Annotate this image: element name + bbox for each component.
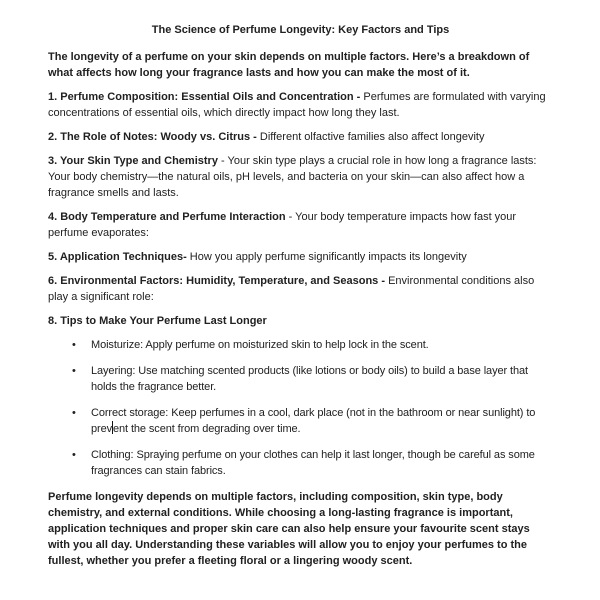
- section-heading[interactable]: 6. Environmental Factors: Humidity, Temperature, and Seasons -: [48, 275, 389, 287]
- section-paragraph[interactable]: [48, 249, 553, 265]
- section-paragraph[interactable]: [48, 129, 553, 145]
- tip-text-before-caret[interactable]: Correct storage: Keep perfumes in a cool, dark place (not in the bathroom or near sunlight) to prev: [91, 407, 536, 435]
- section-heading[interactable]: 8. Tips to Make Your Perfume Last Longer: [48, 315, 267, 327]
- section-body-text[interactable]: Environmental conditions also play a significant role:: [48, 275, 535, 303]
- section-paragraph[interactable]: [48, 153, 553, 201]
- section-paragraph[interactable]: [48, 273, 553, 305]
- section-body-text[interactable]: - Your skin type plays a crucial role in how long a fragrance lasts: Your body chemistry—the natural oils, pH levels, and bacteria on your skin—can also affect how a fragrance smells and lasts.: [48, 155, 537, 199]
- tip-list-item[interactable]: [72, 405, 553, 437]
- section-paragraph[interactable]: [48, 313, 553, 329]
- section-paragraph[interactable]: [48, 209, 553, 241]
- bullet-icon: •: [72, 365, 76, 377]
- document-title[interactable]: The Science of Perfume Longevity: Key Factors and Tips: [151, 24, 450, 36]
- conclusion-paragraph[interactable]: Perfume longevity depends on multiple factors, including composition, skin type, body chemistry, and external conditions. While choosing a long-lasting fragrance is important, application techniques and proper skin care can also help ensure your favourite scent stays with you all day. Understanding these variables will allow you to enjoy your perfumes to the fullest, whether you prefer a fleeting floral or a lingering woody scent.: [48, 491, 530, 567]
- section-heading[interactable]: 3. Your Skin Type and Chemistry: [48, 155, 218, 167]
- section-body-text[interactable]: Perfumes are formulated with varying concentrations of essential oils, which directly impact how long they last.: [48, 91, 546, 119]
- tip-list-item[interactable]: [72, 447, 553, 479]
- intro-paragraph[interactable]: The longevity of a perfume on your skin depends on multiple factors. Here’s a breakdown of what affects how long your fragrance lasts and how you can make the most of it.: [48, 51, 530, 79]
- tip-list-item[interactable]: [72, 337, 553, 353]
- section-body-text[interactable]: Different olfactive families also affect longevity: [259, 131, 485, 143]
- bullet-icon: •: [72, 449, 76, 461]
- bullet-icon: •: [72, 407, 76, 419]
- section-heading[interactable]: 1. Perfume Composition: Essential Oils and Concentration -: [48, 91, 364, 103]
- section-heading[interactable]: 4. Body Temperature and Perfume Interaction: [48, 211, 286, 223]
- section-paragraph[interactable]: [48, 89, 553, 121]
- section-body-text[interactable]: - Your body temperature impacts how fast your perfume evaporates:: [48, 211, 517, 239]
- tip-text-before-caret[interactable]: Clothing: Spraying perfume on your clothes can help it last longer, though be careful as some fragrances can stain fabrics.: [91, 449, 535, 477]
- tips-list: [48, 337, 553, 479]
- bullet-icon: •: [72, 339, 76, 351]
- section-body-text[interactable]: How you apply perfume significantly impacts its longevity: [186, 251, 467, 263]
- section-list: [48, 89, 553, 329]
- tip-text-before-caret[interactable]: Layering: Use matching scented products (like lotions or body oils) to build a base layer that holds the fragrance better.: [91, 365, 528, 393]
- section-heading[interactable]: 2. The Role of Notes: Woody vs. Citrus -: [48, 131, 260, 143]
- tip-text-after-caret[interactable]: ent the scent from degrading over time.: [113, 423, 301, 435]
- section-heading[interactable]: 5. Application Techniques-: [48, 251, 187, 263]
- tip-text-before-caret[interactable]: Moisturize: Apply perfume on moisturized skin to help lock in the scent.: [91, 339, 429, 351]
- tip-list-item[interactable]: [72, 363, 553, 395]
